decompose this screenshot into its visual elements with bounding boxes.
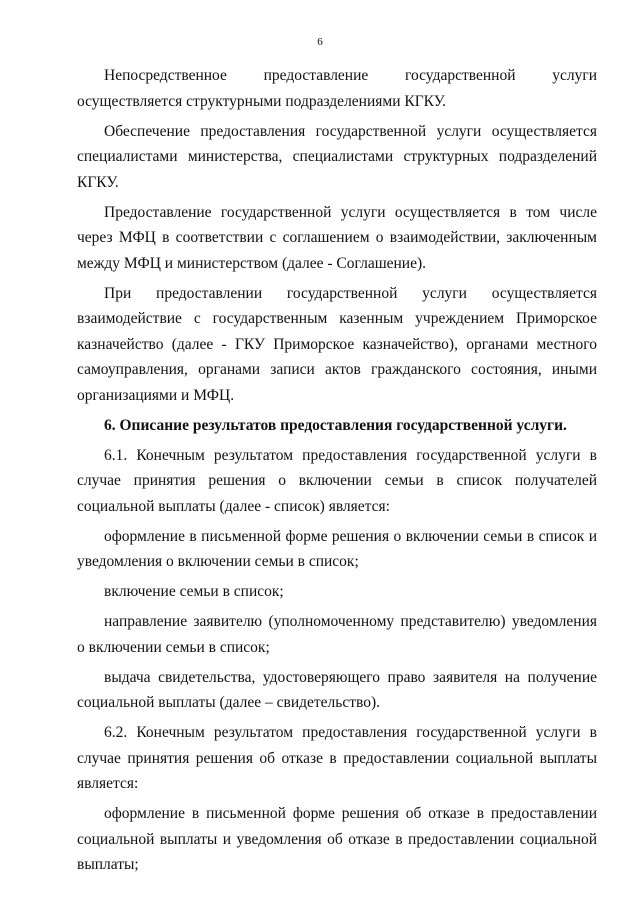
- list-item-send-notice: направление заявителю (уполномоченному представителю) уведомления о включении семьи в список;: [77, 613, 597, 656]
- section-heading-results: 6. Описание результатов предоставления государственной услуги.: [104, 416, 567, 434]
- page-number: 6: [317, 36, 323, 48]
- list-item-issue-certificate: выдача свидетельства, удостоверяющего право заявителя на получение социальной выплаты (далее – свидетельство).: [77, 668, 597, 711]
- paragraph-direct-provision: Непосредственное предоставление государственной услуги осуществляется структурными подразделениями КГКУ.: [77, 67, 597, 110]
- paragraph-6-2: 6.2. Конечным результатом предоставления государственной услуги в случае принятия решения об отказе в предоставлении социальной выплаты является:: [77, 724, 597, 792]
- list-item-include-family: включение семьи в список;: [104, 583, 284, 600]
- paragraph-provision-support: Обеспечение предоставления государственной услуги осуществляется специалистами министерства, специалистами структурных подразделений КГКУ.: [77, 122, 597, 191]
- paragraph-mfc-provision: Предоставление государственной услуги осуществляется в том числе через МФЦ в соответствии с соглашением о взаимодействии, заключенным между МФЦ и министерством (далее - Соглашение).: [77, 203, 597, 272]
- list-item-written-decision: оформление в письменной форме решения о включении семьи в список и уведомления о включении семьи в список;: [77, 527, 597, 570]
- list-item-refusal-decision: оформление в письменной форме решения об отказе в предоставлении социальной выплаты и уведомления об отказе в предоставлении социальной выплаты;: [77, 805, 597, 873]
- paragraph-6-1: 6.1. Конечным результатом предоставления государственной услуги в случае принятия решения о включении семьи в список получателей социальной выплаты (далее - список) является:: [77, 446, 597, 515]
- paragraph-interaction: При предоставлении государственной услуги осуществляется взаимодействие с государственным казенным учреждением Приморское казначейство (далее - ГКУ Приморское казначейство), органами местного самоуправления, органами записи актов гражданского состояния, иными организациями и МФЦ.: [77, 284, 597, 404]
- document-body: [77, 63, 597, 878]
